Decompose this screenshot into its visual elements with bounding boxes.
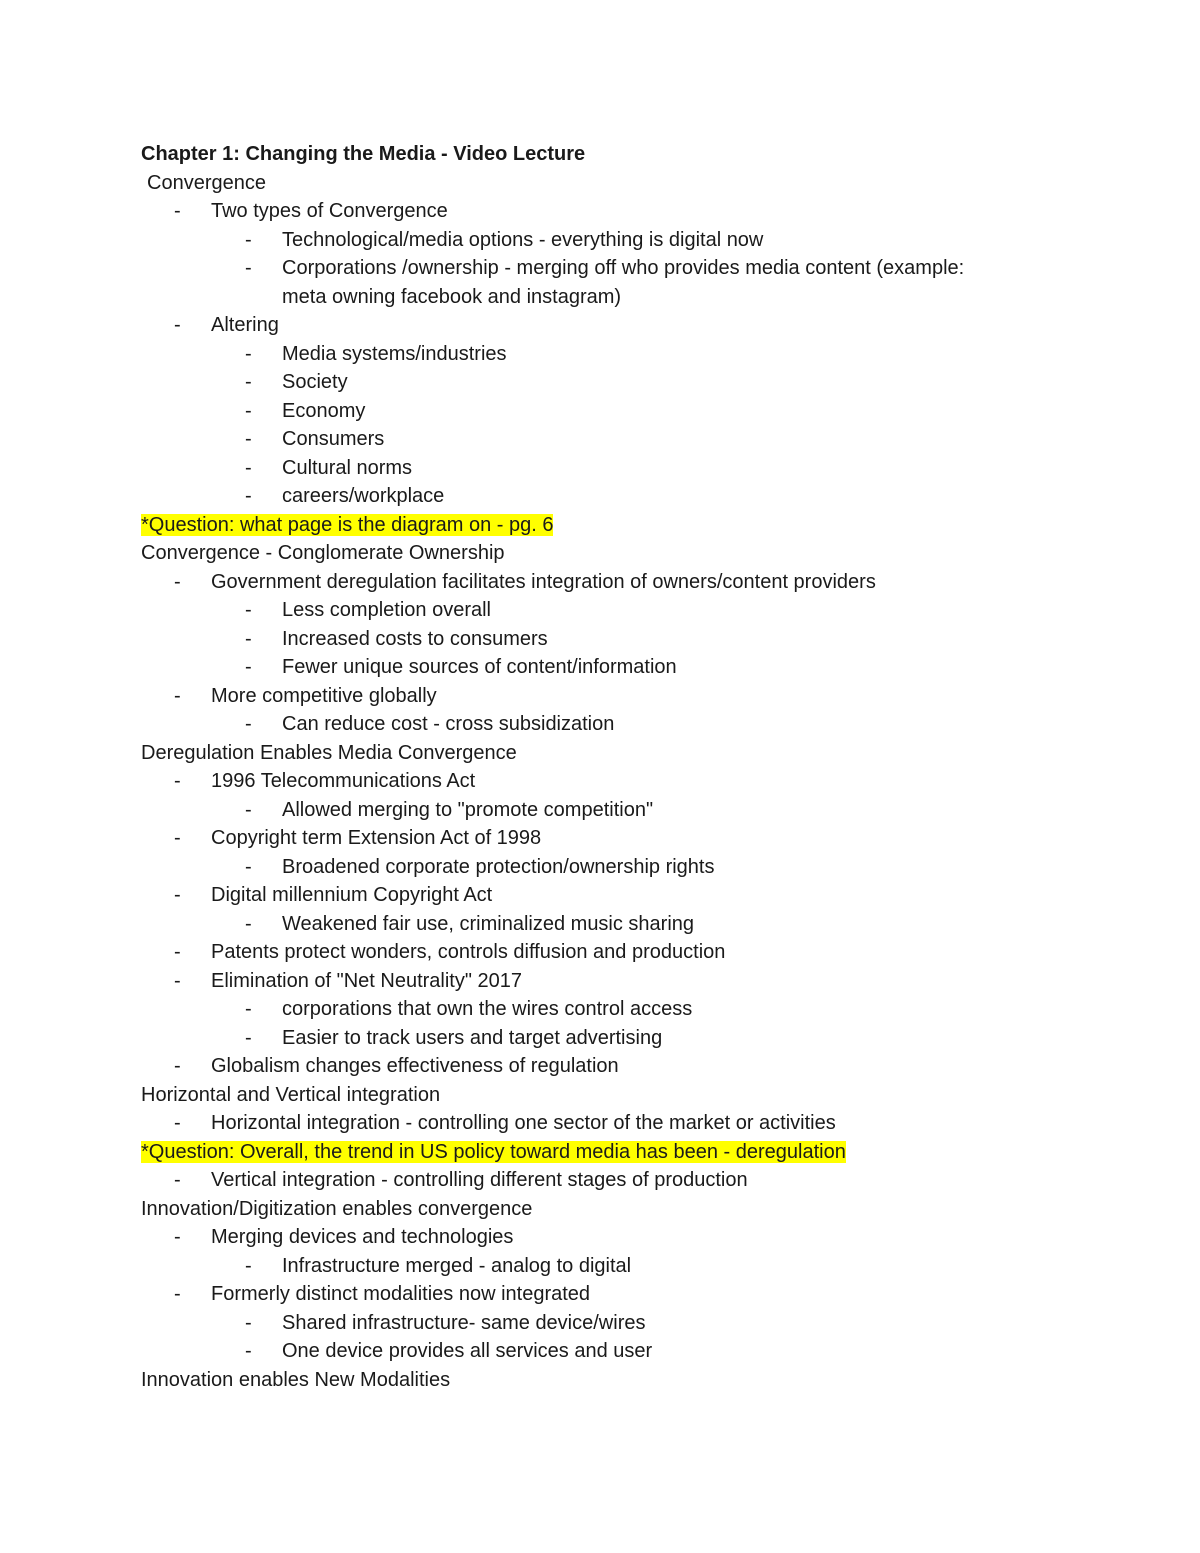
list-item <box>141 596 1061 625</box>
line-text: Consumers <box>282 428 385 450</box>
section-heading <box>141 169 1061 198</box>
line-text: Society <box>282 371 348 393</box>
bullet-dash: - <box>245 428 252 450</box>
list-item <box>141 254 1061 283</box>
document-body <box>141 140 1061 1394</box>
bullet-dash: - <box>174 827 181 849</box>
bullet-dash: - <box>245 713 252 735</box>
section-heading <box>141 1081 1061 1110</box>
line-text: Fewer unique sources of content/information <box>282 656 677 678</box>
bullet-dash: - <box>245 798 252 821</box>
line-text: 1996 Telecommunications Act <box>211 770 476 792</box>
line-text: Deregulation Enables Media Convergence <box>141 741 517 764</box>
bullet-dash: - <box>245 656 252 678</box>
bullet-dash: - <box>245 342 252 365</box>
line-text: Broadened corporate protection/ownership rights <box>282 855 715 878</box>
list-item <box>141 1280 1061 1309</box>
list-item <box>141 1252 1061 1281</box>
highlighted-question <box>141 511 1061 540</box>
list-item-continuation <box>141 283 1061 312</box>
line-text: One device provides all services and user <box>282 1340 653 1362</box>
line-text: Globalism changes effectiveness of regulation <box>211 1055 619 1077</box>
line-text: Patents protect wonders, controls diffusion and production <box>211 941 726 963</box>
bullet-dash: - <box>245 912 252 935</box>
bullet-dash: - <box>174 1283 181 1305</box>
list-item <box>141 482 1061 511</box>
bullet-dash: - <box>174 884 181 906</box>
list-item <box>141 824 1061 853</box>
line-text: meta owning facebook and instagram) <box>282 285 622 308</box>
line-text: Altering <box>211 314 279 336</box>
line-text: More competitive globally <box>211 684 437 707</box>
line-text: Convergence <box>147 171 266 194</box>
line-text: Innovation enables New Modalities <box>141 1368 451 1391</box>
list-item <box>141 682 1061 711</box>
line-text: Economy <box>282 399 366 422</box>
bullet-dash: - <box>245 1311 252 1334</box>
list-item <box>141 995 1061 1024</box>
list-item <box>141 397 1061 426</box>
section-heading <box>141 1195 1061 1224</box>
line-text: Shared infrastructure- same device/wires <box>282 1311 646 1334</box>
bullet-dash: - <box>245 599 252 621</box>
bullet-dash: - <box>245 1254 252 1277</box>
list-item <box>141 1309 1061 1338</box>
line-text: Weakened fair use, criminalized music sharing <box>282 912 695 935</box>
line-text: Cultural norms <box>282 456 413 479</box>
bullet-dash: - <box>174 1055 181 1077</box>
bullet-dash: - <box>245 228 252 251</box>
bullet-dash: - <box>245 627 252 650</box>
line-text: Innovation/Digitization enables convergence <box>141 1197 533 1220</box>
section-heading <box>141 539 1061 568</box>
line-text: Formerly distinct modalities now integrated <box>211 1283 591 1305</box>
list-item <box>141 226 1061 255</box>
page-title <box>141 140 1061 169</box>
list-item <box>141 1223 1061 1252</box>
list-item <box>141 910 1061 939</box>
bullet-dash: - <box>245 998 252 1020</box>
line-text: Government deregulation facilitates integration of owners/content providers <box>211 570 876 593</box>
list-item <box>141 796 1061 825</box>
list-item <box>141 967 1061 996</box>
list-item <box>141 853 1061 882</box>
list-item <box>141 1024 1061 1053</box>
bullet-dash: - <box>174 314 181 336</box>
bullet-dash: - <box>174 1169 181 1191</box>
bullet-dash: - <box>245 1340 252 1362</box>
list-item <box>141 197 1061 226</box>
list-item <box>141 311 1061 340</box>
list-item <box>141 368 1061 397</box>
list-item <box>141 425 1061 454</box>
list-item <box>141 881 1061 910</box>
line-text: Chapter 1: Changing the Media - Video Lecture <box>141 143 586 165</box>
line-text: Technological/media options - everything is digital now <box>282 228 764 251</box>
bullet-dash: - <box>174 1112 181 1134</box>
list-item <box>141 568 1061 597</box>
list-item <box>141 767 1061 796</box>
list-item <box>141 625 1061 654</box>
list-item <box>141 454 1061 483</box>
line-text: Allowed merging to "promote competition" <box>282 798 654 821</box>
bullet-dash: - <box>174 770 181 792</box>
bullet-dash: - <box>174 969 181 992</box>
bullet-dash: - <box>245 1026 252 1049</box>
line-text: Easier to track users and target advertising <box>282 1026 663 1049</box>
section-heading <box>141 739 1061 768</box>
list-item <box>141 1109 1061 1138</box>
bullet-dash: - <box>174 684 181 707</box>
list-item <box>141 340 1061 369</box>
line-text: Horizontal and Vertical integration <box>141 1083 441 1106</box>
list-item <box>141 1052 1061 1081</box>
line-text: Corporations /ownership - merging off who provides media content (example: <box>282 257 965 279</box>
bullet-dash: - <box>245 855 252 878</box>
line-text: Digital millennium Copyright Act <box>211 884 493 906</box>
line-text: Media systems/industries <box>282 342 507 365</box>
list-item <box>141 710 1061 739</box>
list-item <box>141 1337 1061 1366</box>
list-item <box>141 653 1061 682</box>
section-heading <box>141 1366 1061 1395</box>
line-text: Elimination of "Net Neutrality" 2017 <box>211 969 523 992</box>
list-item <box>141 938 1061 967</box>
line-text: Convergence - Conglomerate Ownership <box>141 542 505 564</box>
bullet-dash: - <box>245 399 252 422</box>
line-text: Horizontal integration - controlling one sector of the market or activities <box>211 1112 836 1134</box>
bullet-dash: - <box>174 941 181 963</box>
bullet-dash: - <box>174 200 181 222</box>
line-text: Copyright term Extension Act of 1998 <box>211 827 542 849</box>
line-text: Increased costs to consumers <box>282 627 548 650</box>
line-text: *Question: Overall, the trend in US policy toward media has been - deregulation <box>141 1140 846 1163</box>
list-item <box>141 1166 1061 1195</box>
line-text: Infrastructure merged - analog to digital <box>282 1254 632 1277</box>
line-text: Merging devices and technologies <box>211 1226 514 1248</box>
line-text: corporations that own the wires control access <box>282 998 693 1020</box>
bullet-dash: - <box>174 570 181 593</box>
highlighted-question <box>141 1138 1061 1167</box>
line-text: Can reduce cost - cross subsidization <box>282 713 615 735</box>
bullet-dash: - <box>174 1226 181 1248</box>
bullet-dash: - <box>245 456 252 479</box>
bullet-dash: - <box>245 257 252 279</box>
bullet-dash: - <box>245 371 252 393</box>
bullet-dash: - <box>245 485 252 507</box>
line-text: careers/workplace <box>282 485 445 507</box>
line-text: Less completion overall <box>282 599 491 621</box>
line-text: Vertical integration - controlling different stages of production <box>211 1169 748 1191</box>
line-text: Two types of Convergence <box>211 200 448 222</box>
line-text: *Question: what page is the diagram on - pg. 6 <box>141 513 554 536</box>
